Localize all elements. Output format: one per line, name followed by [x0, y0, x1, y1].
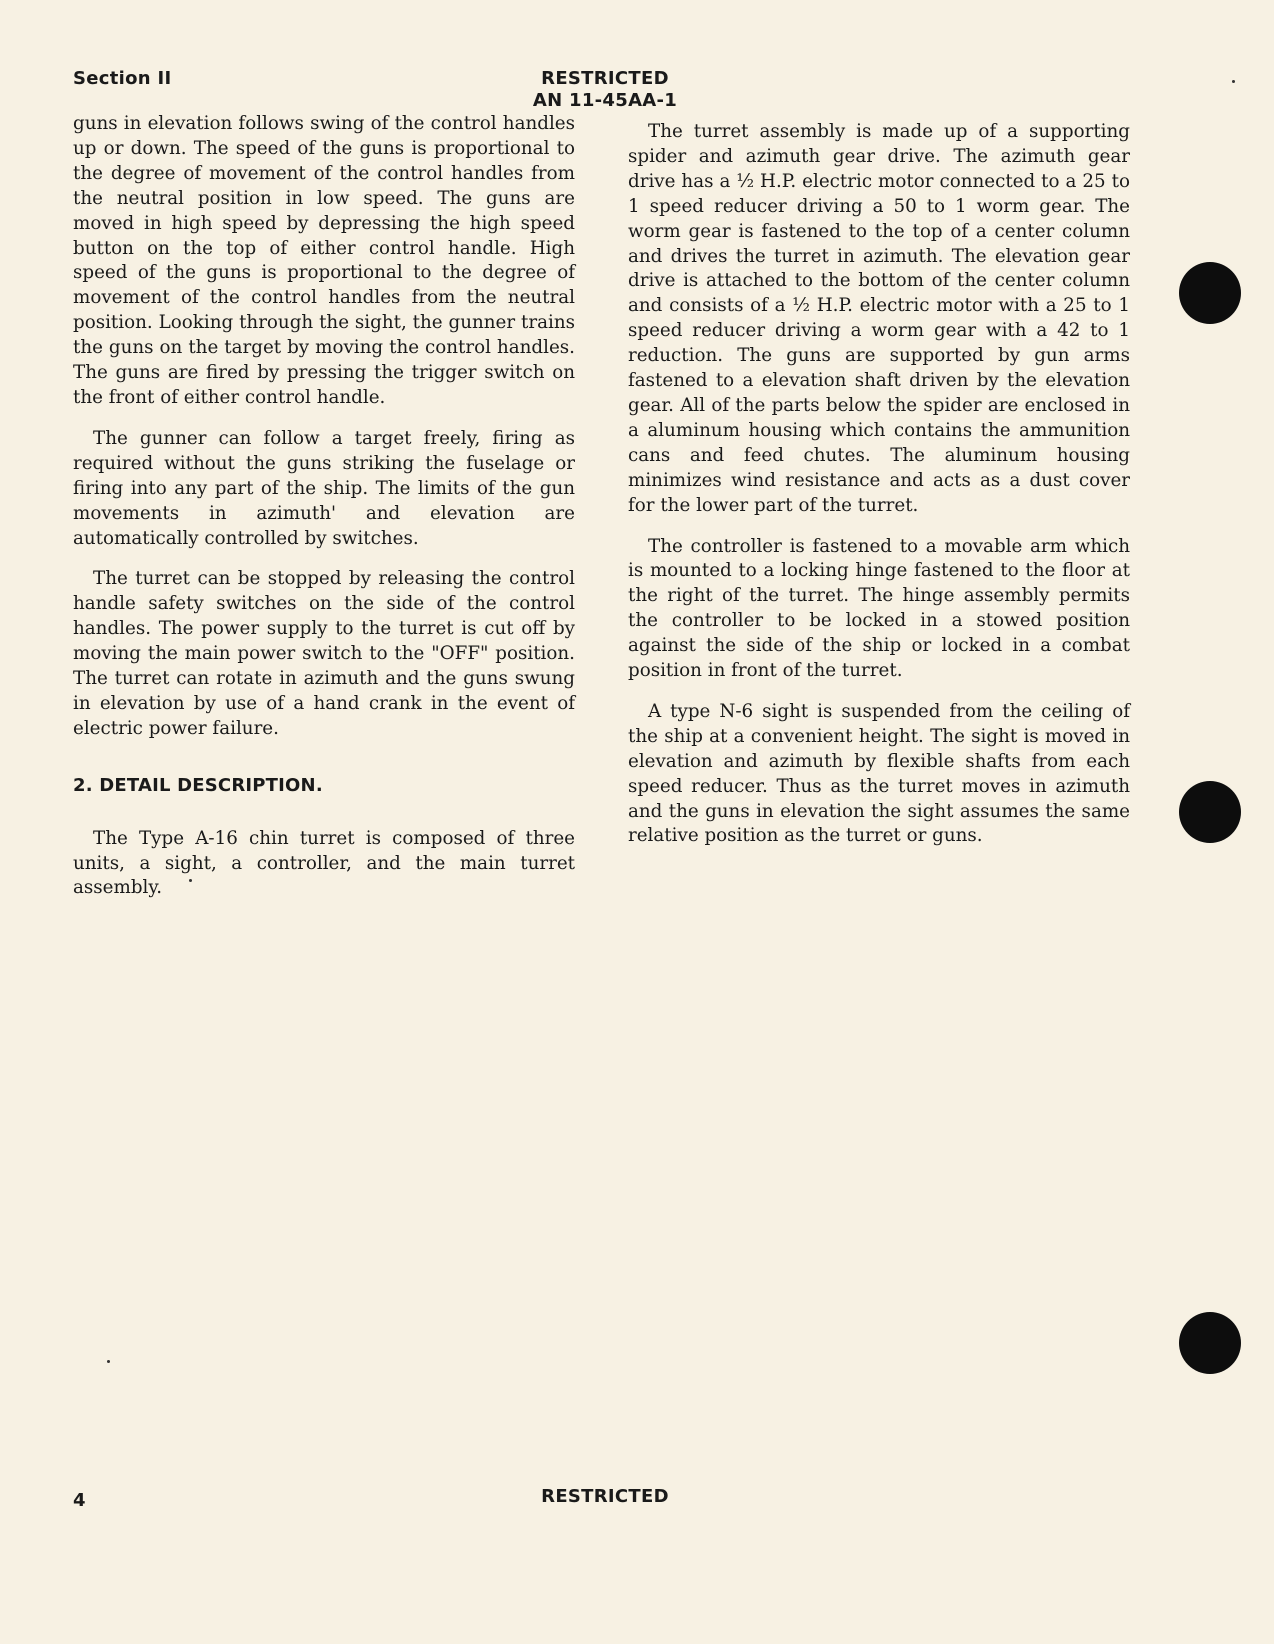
- page-header: [0, 68, 1210, 112]
- left-column: [73, 112, 575, 917]
- paragraph-turret-assembly: The turret assembly is made up of a supporting spider and azimuth gear drive. The azimuth gear drive has a ½ H.P. electric motor connected to a 25 to 1 speed reducer driving a 50 to 1 worm gear. The worm gear is fastened to the top of a center column and drives the turret in azimuth. The elevation gear drive is attached to the bottom of the center column and consists of a ½ H.P. electric motor with a 25 to 1 speed reducer driving a worm gear with a 42 to 1 reduction. The guns are supported by gun arms fastened to a elevation shaft driven by the elevation gear. All of the parts below the spider are enclosed in a aluminum housing which contains the ammunition cans and feed chutes. The aluminum housing minimizes wind resistance and acts as a dust cover for the lower part of the turret.: [628, 121, 1130, 516]
- binder-hole-bottom: [1179, 1312, 1241, 1374]
- binder-hole-top: [1179, 262, 1241, 324]
- footer-classification: RESTRICTED: [541, 1486, 669, 1507]
- paragraph-controls: guns in elevation follows swing of the control handles up or down. The speed of the guns is proportional to the degree of movement of the control handles from the neutral position in low speed. The guns are moved in high speed by depressing the high speed button on the top of either control handle. High speed of the guns is proportional to the degree of movement of the control handles from the neutral position. Looking through the sight, the gunner trains the guns on the target by moving the control handles. The guns are fired by pressing the trigger switch on the front of either control handle.: [73, 113, 575, 408]
- section-label: Section II: [73, 68, 172, 89]
- document-number: AN 11-45AA-1: [532, 90, 678, 111]
- section-heading-detail-description: 2. DETAIL DESCRIPTION.: [73, 774, 323, 796]
- right-column: [628, 120, 1130, 865]
- paper-speck: [107, 1360, 110, 1363]
- paper-speck: [189, 879, 192, 882]
- paragraph-turret-units: The Type A-16 chin turret is composed of three units, a sight, a controller, and the main turret assembly.: [73, 827, 575, 899]
- paragraph-controller: The controller is fastened to a movable arm which is mounted to a locking hinge fastened to the floor at the right of the turret. The hinge assembly permits the controller to be locked in a stowed position against the side of the ship or locked in a combat position in front of the turret.: [628, 535, 1130, 682]
- header-classification: RESTRICTED: [541, 68, 669, 89]
- paper-speck: [1232, 80, 1235, 83]
- binder-hole-middle: [1179, 781, 1241, 843]
- paragraph-sight: A type N-6 sight is suspended from the ceiling of the ship at a convenient height. The sight is moved in elevation and azimuth by flexible shafts from each speed reducer. Thus as the turret moves in azimuth and the guns in elevation the sight assumes the same relative position as the turret or guns.: [628, 700, 1130, 847]
- paragraph-target-following: The gunner can follow a target freely, firing as required without the guns striking the fuselage or firing into any part of the ship. The limits of the gun movements in azimuth' and elevation are automatically controlled by switches.: [73, 427, 575, 549]
- page-number: 4: [73, 1490, 86, 1511]
- paragraph-stopping: The turret can be stopped by releasing the control handle safety switches on the side of the control handles. The power supply to the turret is cut off by moving the main power switch to the "OFF" position. The turret can rotate in azimuth and the guns swung in elevation by use of a hand crank in the event of electric power failure.: [73, 568, 575, 739]
